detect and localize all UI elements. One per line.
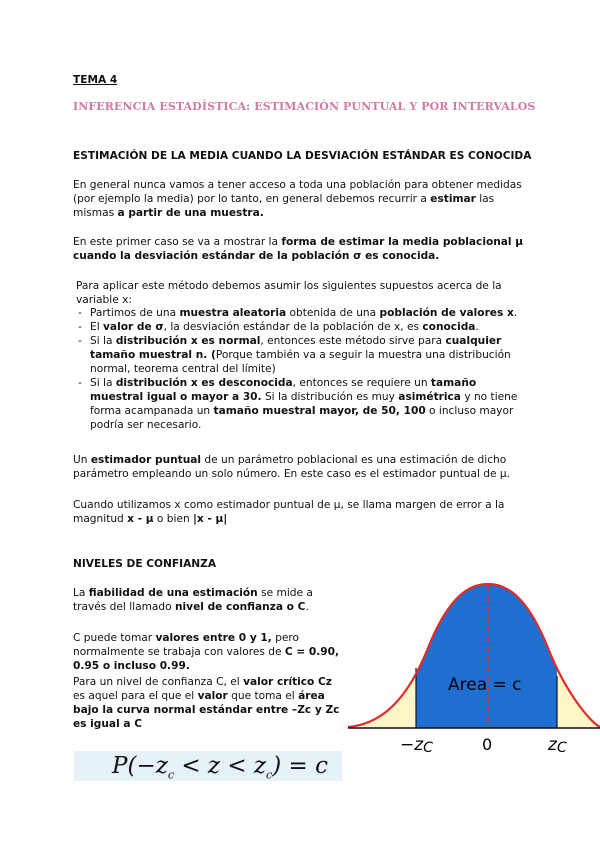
normal-curve-figure [348, 578, 600, 760]
tema-label: TEMA 4 [73, 74, 118, 86]
document-title: INFERENCIA ESTADÍSTICA: ESTIMACIÓN PUNTUAL Y POR INTERVALOS [73, 100, 536, 113]
supuestos-list [72, 306, 532, 432]
paragraph-margen-error: Cuando utilizamos x como estimador puntual de μ, se llama margen de error a la magnitud x - μ o bien |x - μ| [73, 499, 505, 525]
paragraph-fiabilidad: La fiabilidad de una estimación se mide a través del llamado nivel de confianza o C. [73, 587, 313, 613]
paragraph-intro: En general nunca vamos a tener acceso a toda una población para obtener medidas (por ejemplo la media) por lo tanto, en general debemos recurrir a estimar las mismas a partir de una muestra. [73, 179, 522, 219]
list-item: - Partimos de una muestra aleatoria obtenida de una población de valores x. [72, 306, 532, 320]
probability-formula: $P(-z_c < z < z_c) = c$ [74, 751, 342, 781]
paragraph-estimador-puntual: Un estimador puntual de un parámetro poblacional es una estimación de dicho parámetro empleando un solo número. En este caso es el estimador puntual de μ. [73, 454, 511, 480]
section-heading-estimacion: ESTIMACIÓN DE LA MEDIA CUANDO LA DESVIACIÓN ESTÁNDAR ES CONOCIDA [73, 150, 532, 162]
zc-label: zC [548, 735, 567, 756]
paragraph-supuestos: Para aplicar este método debemos asumir los siguientes supuestos acerca de la variable x: [76, 280, 502, 306]
paragraph-primer-caso: En este primer caso se va a mostrar la forma de estimar la media poblacional μ cuando la desviación estándar de la población σ es conocida. [73, 236, 524, 262]
section-heading-niveles: NIVELES DE CONFIANZA [73, 558, 217, 570]
list-item: - El valor de σ, la desviación estándar de la población de x, es conocida. [72, 320, 532, 334]
area-label: Area = c [448, 675, 522, 695]
zero-label: 0 [482, 735, 493, 754]
paragraph-valores-c: C puede tomar valores entre 0 y 1, pero normalmente se trabaja con valores de C = 0.90, 0.95 o incluso 0.99. [73, 632, 340, 672]
central-area [416, 578, 557, 728]
paragraph-valor-critico: Para un nivel de confianza C, el valor crítico Cz es aquel para el que el valor que toma el área bajo la curva normal estándar entre –Zc y Zc es igual a C [73, 676, 340, 730]
minus-zc-label: −zC [400, 735, 433, 756]
list-item: - Si la distribución x es normal, entonces este método sirve para cualquier tamaño muestral n. (Porque también va a seguir la muestra una distribución normal, teorema central del límite) [72, 334, 532, 376]
list-item: - Si la distribución x es desconocida, entonces se requiere un tamaño muestral igual o mayor a 30. Si la distribución es muy asimétrica y no tiene forma acampanada un tamaño muestral mayor, de 50, 100 o incluso mayor podría ser necesario. [72, 376, 532, 432]
tail-left [348, 578, 416, 728]
